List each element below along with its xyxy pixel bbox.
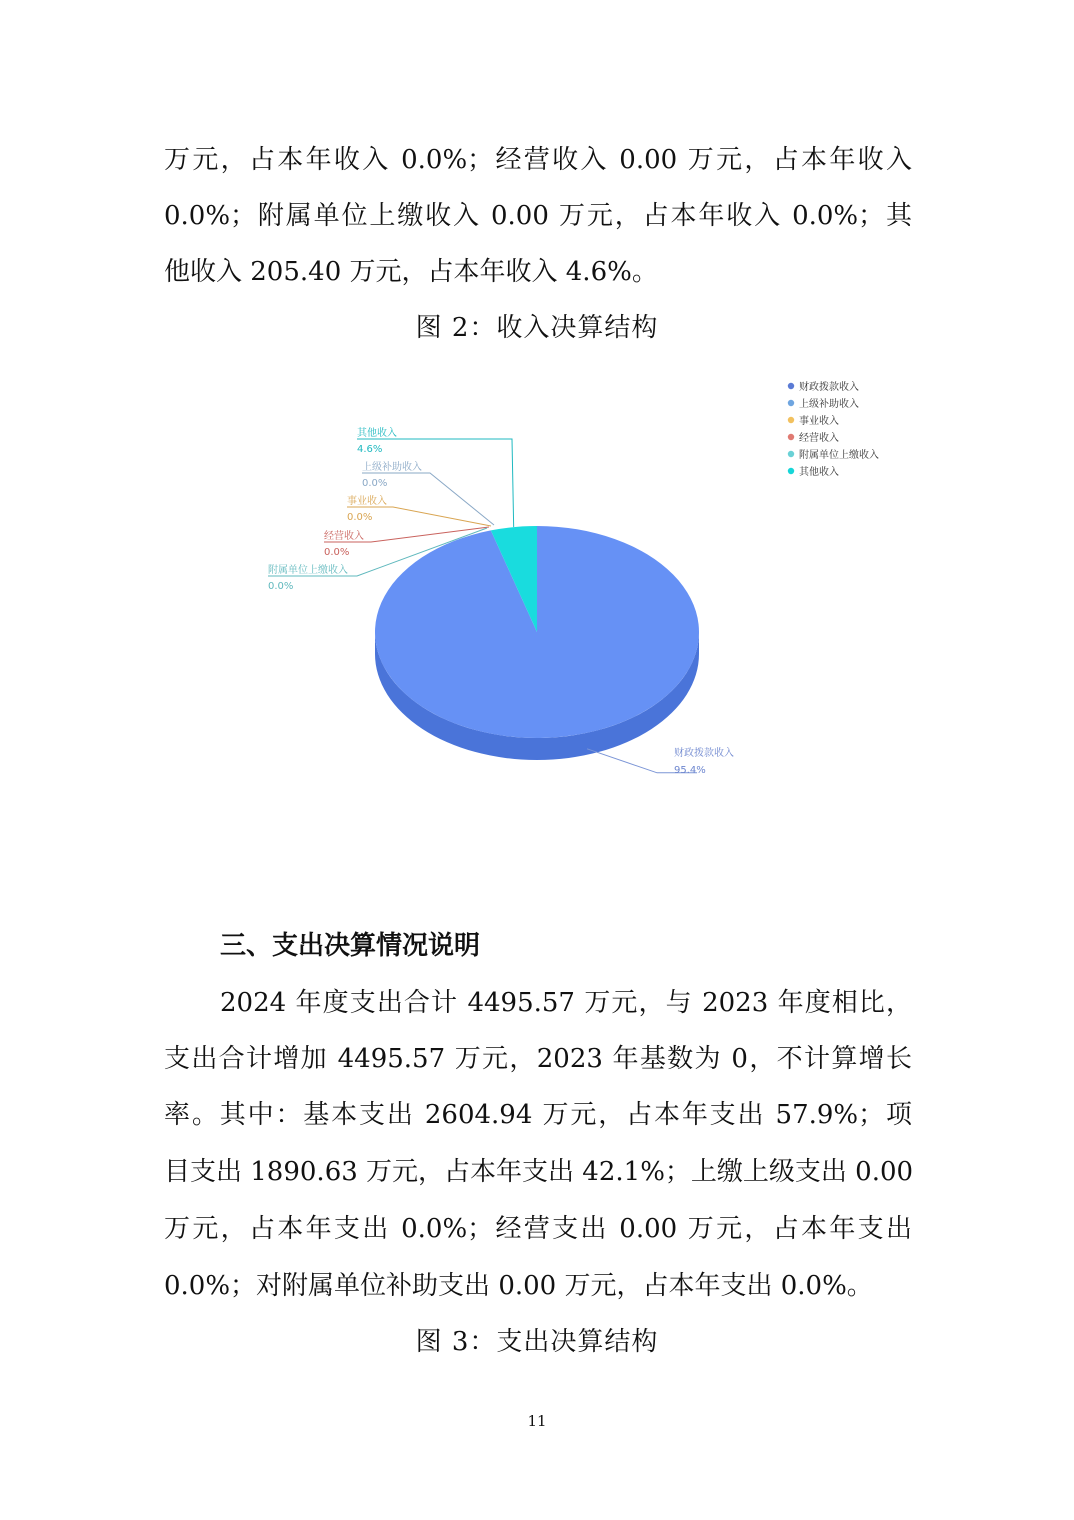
figure-2-caption: 图 2：收入决算结构 [415,313,659,343]
pie-label-name-上级补助收入: 上级补助收入 [362,462,422,473]
pie-label-value-上级补助收入: 0.0% [362,478,388,489]
expense-paragraph-line-2: 支出合计增加 4495.57 万元，2023 年基数为 0，不计算增长 [164,1044,912,1074]
legend-item-附属单位上缴收入: 附属单位上缴收入 [799,450,879,461]
pie-label-value-附属单位上缴收入: 0.0% [268,581,294,592]
legend-item-财政拨款收入: 财政拨款收入 [799,382,859,393]
pie-label-name-经营收入: 经营收入 [324,531,364,542]
legend-marker-附属单位上缴收入 [788,451,794,457]
pie-slice-财政拨款收入 [375,526,699,738]
expense-paragraph-line-4: 目支出 1890.63 万元，占本年支出 42.1%；上缴上级支出 0.00 [164,1157,914,1187]
income-paragraph-line-1: 万元，占本年收入 0.0%；经营收入 0.00 万元，占本年收入 [164,145,912,175]
expense-paragraph-line-5: 万元，占本年支出 0.0%；经营支出 0.00 万元，占本年支出 [164,1214,912,1244]
legend-marker-经营收入 [788,434,794,440]
pie-label-name-事业收入: 事业收入 [347,496,387,507]
legend-marker-财政拨款收入 [788,383,794,389]
pie-label-value-事业收入: 0.0% [347,512,373,523]
income-structure-pie-chart [0,360,1074,820]
legend-marker-上级补助收入 [788,400,794,406]
expense-paragraph-line-1: 2024 年度支出合计 4495.57 万元，与 2023 年度相比， [220,988,912,1018]
legend-marker-其他收入 [788,468,794,474]
pie-label-value-经营收入: 0.0% [324,547,350,558]
legend-item-其他收入: 其他收入 [799,467,839,478]
legend-item-事业收入: 事业收入 [799,416,839,427]
legend-marker-事业收入 [788,417,794,423]
income-paragraph-line-2: 0.0%；附属单位上缴收入 0.00 万元，占本年收入 0.0%；其 [164,201,912,231]
legend-item-经营收入: 经营收入 [799,433,839,444]
pie-label-name-其他收入: 其他收入 [357,428,397,439]
pie-label-name-附属单位上缴收入: 附属单位上缴收入 [268,565,348,576]
pie-label-value-其他收入: 4.6% [357,444,383,455]
legend-item-上级补助收入: 上级补助收入 [799,399,859,410]
section-3-heading: 三、支出决算情况说明 [220,931,481,961]
pie-label-name-财政拨款收入: 财政拨款收入 [674,748,734,759]
income-paragraph-line-3: 他收入 205.40 万元，占本年收入 4.6%。 [164,257,658,287]
expense-paragraph-line-3: 率。其中：基本支出 2604.94 万元，占本年支出 57.9%；项 [164,1100,912,1130]
page-number: 11 [527,1412,547,1430]
pie-label-value-财政拨款收入: 95.4% [674,765,706,776]
figure-3-caption: 图 3：支出决算结构 [415,1327,659,1357]
expense-paragraph-line-6: 0.0%；对附属单位补助支出 0.00 万元，占本年支出 0.0%。 [164,1271,873,1301]
